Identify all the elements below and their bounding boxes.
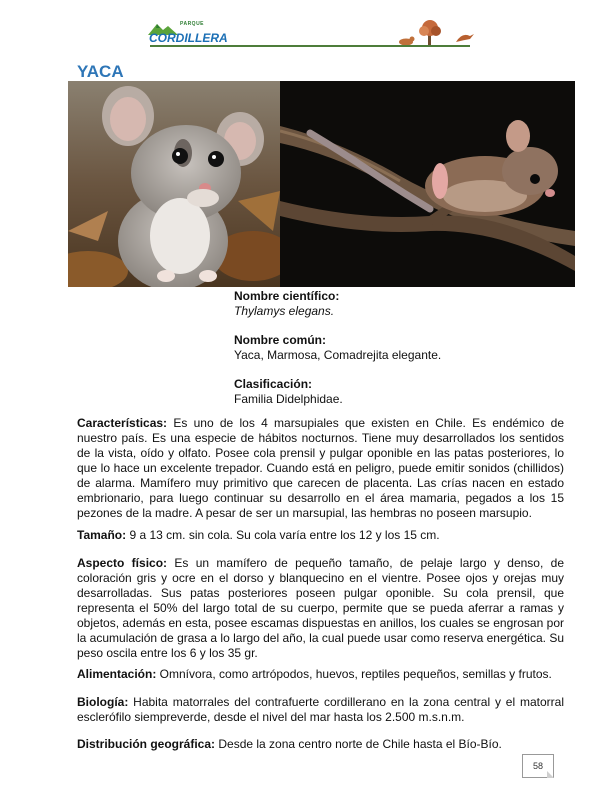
species-info-block: [234, 289, 574, 407]
appearance-label: Aspecto físico:: [77, 556, 168, 570]
biology-label: Biología:: [77, 695, 129, 709]
appearance-text: Es un mamífero de pequeño tamaño, de pelaje largo y denso, de coloración gris y ocre en el dorso y blanquecino en el vientre. Posee ojos y orejas muy desarrolladas. Sus patas posteriores poseen pulgar oponible. Su cola prensil, que representa el 50% del largo total de su cuerpo, permite que se pueda aferrar a ramas y objetos, además en esta, posee escamas dispuestas en anillos, los cuales se engrosan por la acumulación de grasa a lo largo del año, la cual puede usar como reserva energética. Su peso oscila entre los 6 y los 35 gr.: [77, 556, 564, 660]
biology-text: Habita matorrales del contrafuerte cordillerano en la zona central y el matorral esclerófilo siempreverde, desde el nivel del mar hasta los 2.500 m.s.n.m.: [77, 695, 564, 724]
page-number: 58: [522, 754, 554, 778]
common-name-value: Yaca, Marmosa, Comadrejita elegante.: [234, 348, 442, 362]
diet-text: Omnívora, como artrópodos, huevos, reptiles pequeños, semillas y frutos.: [156, 667, 552, 681]
diet-paragraph: [77, 667, 564, 682]
diet-label: Alimentación:: [77, 667, 157, 681]
size-text: 9 a 13 cm. sin cola. Su cola varía entre los 12 y los 15 cm.: [126, 528, 440, 542]
biology-paragraph: [77, 695, 564, 725]
characteristics-text: Es uno de los 4 marsupiales que existen en Chile. Es endémico de nuestro país. Es una especie de hábitos nocturnos. Tiene muy desarrollados los sentidos de la vista, oído y olfato. Posee cola prensil y pulgar oponible en las patas posteriores, lo que lo hace un excelente trepador. Cuando está en peligro, puede emitir sonidos (chillidos) de alarma. Mamífero muy primitivo que carecen de placenta. Las crías nacen en estado embrionario, para luego continuar su desarrollo en el área mamaria, pegados a los 15 pezones de la madre. A pesar de ser un marsupial, las hembras no poseen marsupio.: [77, 416, 564, 520]
size-paragraph: [77, 528, 564, 543]
logo-small-text: PARQUE: [180, 21, 205, 27]
logo-main-text: CORDILLERA: [149, 31, 228, 45]
classification-label: Clasificación:: [234, 377, 313, 391]
classification-value: Familia Didelphidae.: [234, 392, 343, 406]
scientific-name-label: Nombre científico:: [234, 289, 340, 303]
wildlife-decoration-icon: [390, 18, 480, 48]
appearance-paragraph: [77, 556, 564, 661]
size-label: Tamaño:: [77, 528, 127, 542]
header-divider: [150, 45, 470, 47]
common-name-label: Nombre común:: [234, 333, 327, 347]
characteristics-paragraph: [77, 416, 564, 521]
characteristics-label: Características:: [77, 416, 168, 430]
scientific-name-value: Thylamys elegans.: [234, 304, 335, 318]
distribution-label: Distribución geográfica:: [77, 737, 216, 751]
distribution-paragraph: [77, 737, 564, 752]
page-title: YACA: [77, 62, 124, 81]
parque-cordillera-logo: [146, 20, 226, 52]
distribution-text: Desde la zona centro norte de Chile hasta el Bío-Bío.: [215, 737, 502, 751]
yaca-on-branch-photo: [280, 81, 575, 287]
yaca-portrait-photo: [68, 81, 280, 287]
page-header: [0, 0, 600, 60]
